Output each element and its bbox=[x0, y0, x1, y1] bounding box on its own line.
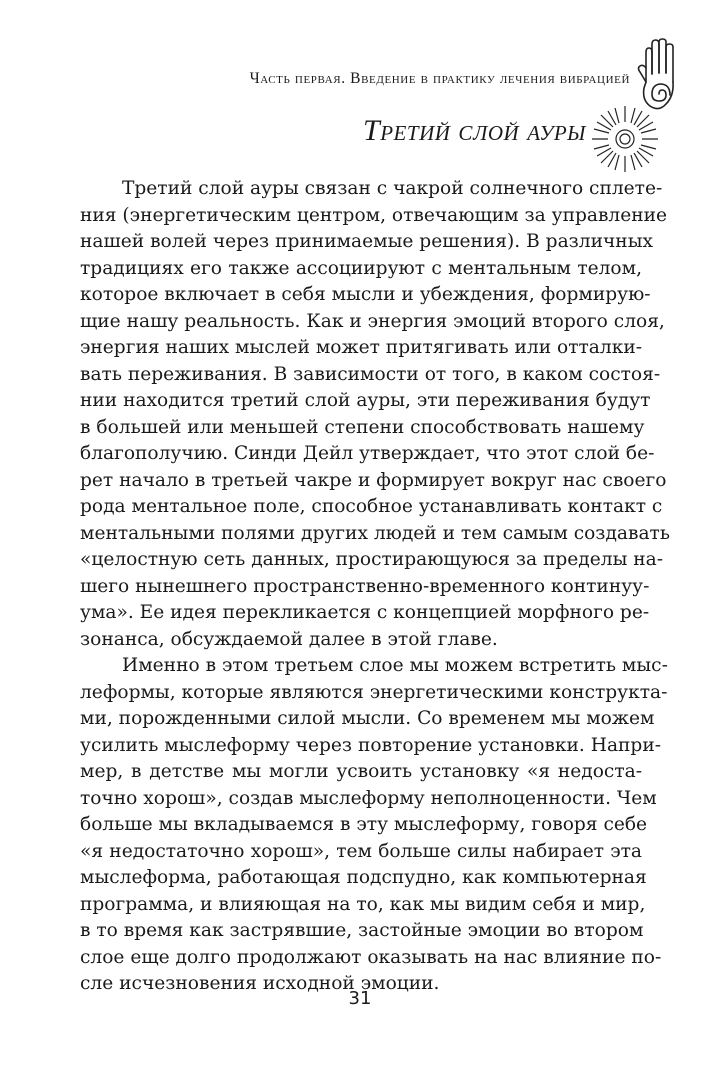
section-title: Третий слой ауры bbox=[363, 114, 586, 147]
text-line: мыслеформа, работающая подспудно, как компьютерная bbox=[80, 867, 647, 888]
text-line: точно хорош», создав мыслеформу неполноценности. Чем bbox=[80, 787, 657, 809]
body-text bbox=[80, 176, 670, 998]
text-line: энергия наших мыслей может притягивать или отталки- bbox=[80, 337, 642, 358]
text-line: сле исчезновения исходной эмоции. bbox=[80, 973, 440, 994]
text-line: Третий слой ауры связан с чакрой солнечного сплете- bbox=[122, 178, 663, 199]
text-line: традициях его также ассоциируют с ментальным телом, bbox=[80, 257, 642, 279]
text-line: которое включает в себя мысли и убеждения, формирую- bbox=[80, 284, 651, 305]
text-line: зонанса, обсуждаемой далее в этой главе. bbox=[80, 628, 498, 650]
text-line: щие нашу реальность. Как и энергия эмоций второго слоя, bbox=[80, 310, 665, 332]
text-line: ния (энергетическим центром, отвечающим за управление bbox=[80, 204, 668, 226]
text-line: Именно в этом третьем слое мы можем встретить мыс- bbox=[122, 655, 668, 676]
text-line: в то время как застрявшие, застойные эмоции во втором bbox=[80, 920, 644, 941]
paragraph bbox=[80, 176, 670, 653]
text-line: рода ментальное поле, способное устанавливать контакт с bbox=[80, 496, 663, 517]
text-line: «целостную сеть данных, простирающуюся за пределы на- bbox=[80, 549, 664, 570]
text-line: вать переживания. В зависимости от того, в каком состоя- bbox=[80, 363, 661, 385]
page-number: 31 bbox=[348, 988, 372, 1009]
text-line: ментальными полями других людей и тем самым создавать bbox=[80, 522, 670, 544]
text-line: нии находится третий слой ауры, эти переживания будут bbox=[80, 390, 651, 411]
text-line: в большей или меньшей степени способствовать нашему bbox=[80, 416, 645, 438]
text-line: шего нынешнего пространственно-временного континуу- bbox=[80, 575, 650, 597]
running-header: Часть первая. Введение в практику лечения вибрацией bbox=[249, 70, 630, 87]
paragraph bbox=[80, 653, 668, 998]
text-line: усилить мыслеформу через повторение установки. Напри- bbox=[80, 734, 662, 756]
text-line: ума». Ее идея перекликается с концепцией морфного ре- bbox=[80, 602, 650, 623]
text-line: больше мы вкладываемся в эту мыслеформу, говоря себе bbox=[80, 814, 648, 835]
sun-icon bbox=[590, 104, 660, 174]
text-line: ми, порожденными силой мысли. Со временем мы можем bbox=[80, 708, 655, 729]
text-line: рет начало в третьей чакре и формирует вокруг нас своего bbox=[80, 469, 667, 491]
text-line: «я недостаточно хорош», тем больше силы набирает эта bbox=[80, 840, 642, 862]
text-line: слое еще долго продолжают оказывать на нас влияние по- bbox=[80, 946, 662, 968]
text-line: нашей волей через принимаемые решения). В различных bbox=[80, 231, 653, 252]
text-line: мер, в детстве мы могли усвоить установку «я недоста- bbox=[80, 761, 642, 782]
text-line: программа, и влияющая на то, как мы видим себя и мир, bbox=[80, 893, 646, 915]
text-line: благополучию. Синди Дейл утверждает, что этот слой бе- bbox=[80, 443, 655, 464]
text-line: леформы, которые являются энергетическими конструкта- bbox=[80, 681, 668, 703]
